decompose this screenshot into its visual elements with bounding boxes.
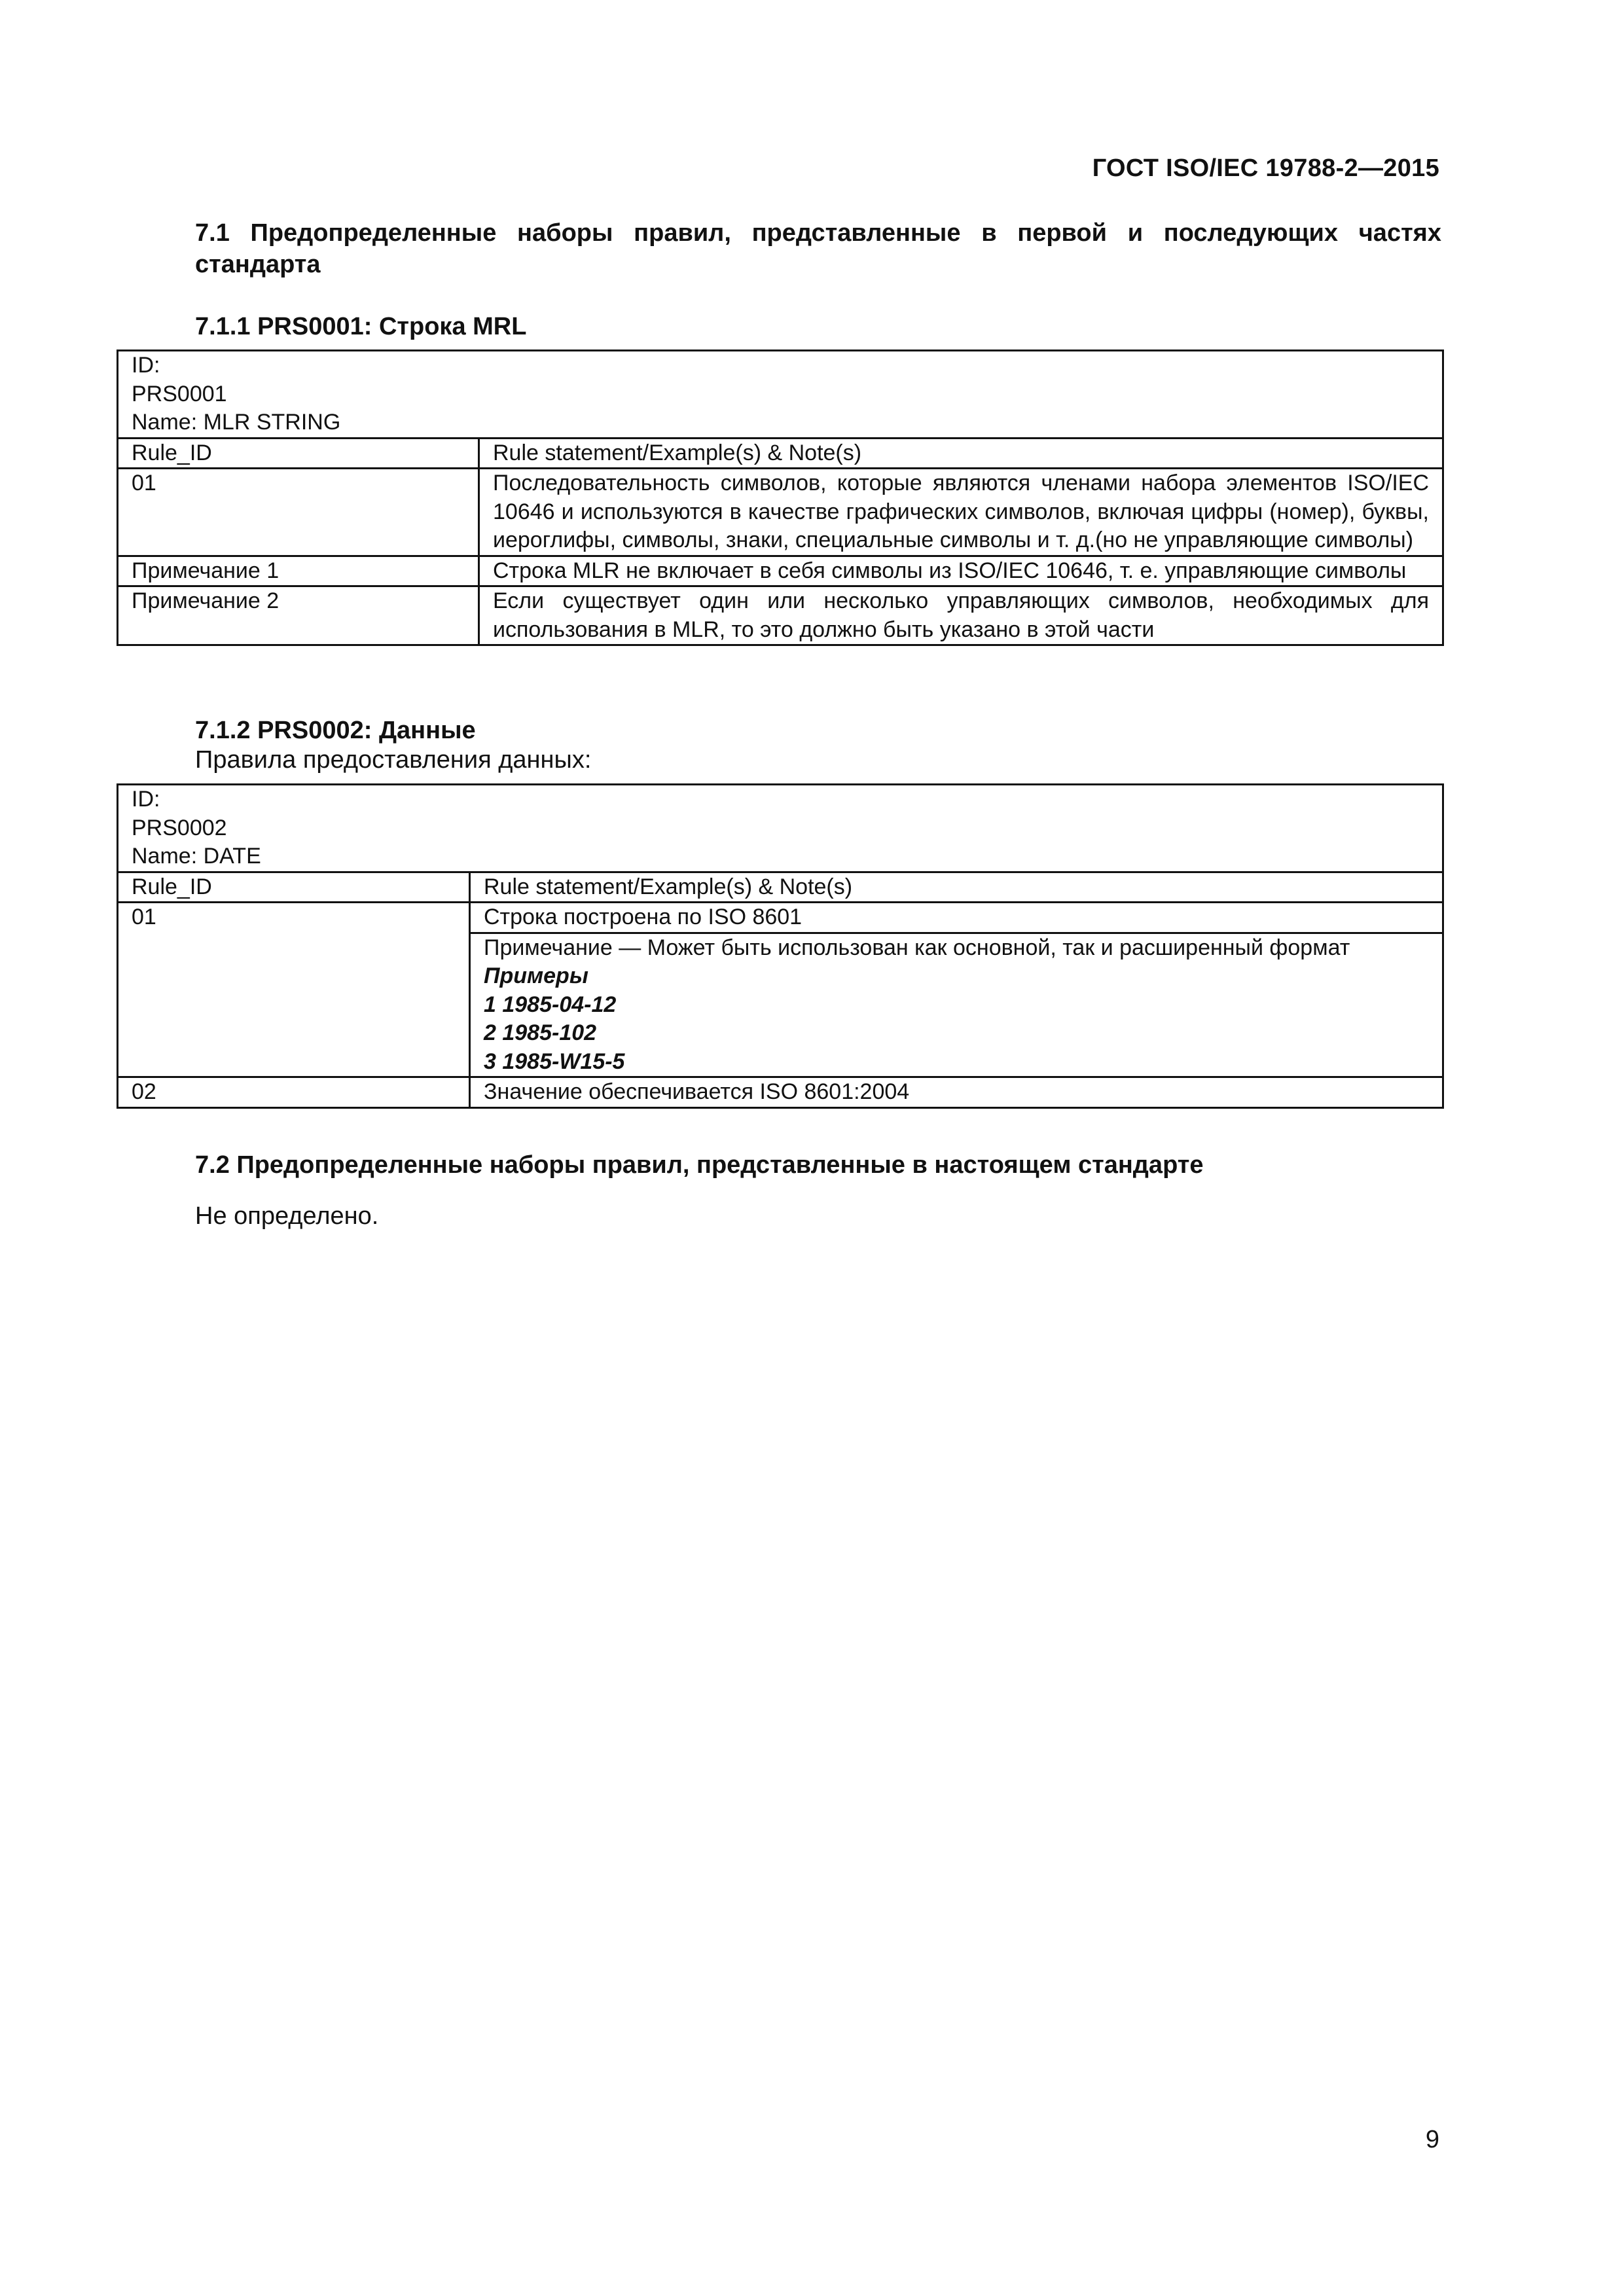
id-label: ID: bbox=[132, 353, 160, 378]
examples-label: Примеры bbox=[484, 963, 588, 988]
id-value: PRS0002 bbox=[132, 815, 227, 840]
section-7-1-2-intro: Правила предоставления данных: bbox=[195, 746, 592, 774]
rule-table-prs0002 bbox=[117, 783, 1444, 1109]
rule-statement-cell: Строка построена по ISO 8601 bbox=[470, 903, 1443, 933]
page-number: 9 bbox=[1425, 2126, 1439, 2153]
example-item: 1 1985-04-12 bbox=[484, 992, 617, 1017]
table-header-row bbox=[118, 785, 1443, 872]
section-7-2-heading: 7.2 Предопределенные наборы правил, представленные в настоящем стандарте bbox=[195, 1151, 1204, 1179]
rule-id-cell: 01 bbox=[118, 903, 470, 1077]
column-header-statement: Rule statement/Example(s) & Note(s) bbox=[470, 872, 1443, 903]
column-header-rule-id: Rule_ID bbox=[118, 438, 479, 469]
rule-set-id-cell bbox=[118, 785, 1443, 872]
rule-id-cell: Примечание 2 bbox=[118, 586, 479, 645]
rule-set-name: Name: MLR STRING bbox=[132, 410, 341, 435]
rule-statement-cell: Строка MLR не включает в себя символы из ISO/IEC 10646, т. е. управляющие символы bbox=[479, 556, 1443, 586]
rule-statement-cell: Значение обеспечивается ISO 8601:2004 bbox=[470, 1077, 1443, 1108]
example-item: 3 1985-W15-5 bbox=[484, 1049, 625, 1074]
rule-table-prs0001 bbox=[117, 350, 1444, 646]
table-row bbox=[118, 469, 1443, 556]
section-7-2-text: Не определено. bbox=[195, 1202, 379, 1230]
rule-id-cell: Примечание 1 bbox=[118, 556, 479, 586]
id-label: ID: bbox=[132, 787, 160, 812]
column-header-statement: Rule statement/Example(s) & Note(s) bbox=[479, 438, 1443, 469]
rule-note-text: Примечание — Может быть использован как основной, так и расширенный формат bbox=[484, 935, 1350, 960]
rule-note-cell bbox=[470, 933, 1443, 1077]
example-item: 2 1985-102 bbox=[484, 1020, 597, 1045]
section-7-1-2-heading: 7.1.2 PRS0002: Данные bbox=[195, 717, 476, 744]
table-row bbox=[118, 556, 1443, 586]
section-7-1-1-heading: 7.1.1 PRS0001: Строка MRL bbox=[195, 313, 527, 340]
column-header-rule-id: Rule_ID bbox=[118, 872, 470, 903]
table-row bbox=[118, 903, 1443, 933]
rule-id-cell: 02 bbox=[118, 1077, 470, 1108]
rule-id-cell: 01 bbox=[118, 469, 479, 556]
table-column-headers bbox=[118, 438, 1443, 469]
id-value: PRS0001 bbox=[132, 381, 227, 406]
rule-statement-cell: Если существует один или несколько управляющих символов, необходимых для использования в MLR, то это должно быть указано в этой части bbox=[479, 586, 1443, 645]
document-header-code: ГОСТ ISO/IEC 19788-2—2015 bbox=[1092, 154, 1439, 182]
section-7-1-heading: 7.1 Предопределенные наборы правил, представленные в первой и последующих частях стандарта bbox=[195, 219, 1441, 278]
table-header-row bbox=[118, 351, 1443, 439]
rule-set-name: Name: DATE bbox=[132, 844, 261, 869]
table-row bbox=[118, 1077, 1443, 1108]
rule-statement-cell: Последовательность символов, которые являются членами набора элементов ISO/IEC 10646 и используются в качестве графических символов, включая цифры (номер), буквы, иероглифы, символы, знаки, специальные символы и т. д.(но не управляющие символы) bbox=[479, 469, 1443, 556]
table-row bbox=[118, 586, 1443, 645]
rule-set-id-cell bbox=[118, 351, 1443, 439]
table-column-headers bbox=[118, 872, 1443, 903]
